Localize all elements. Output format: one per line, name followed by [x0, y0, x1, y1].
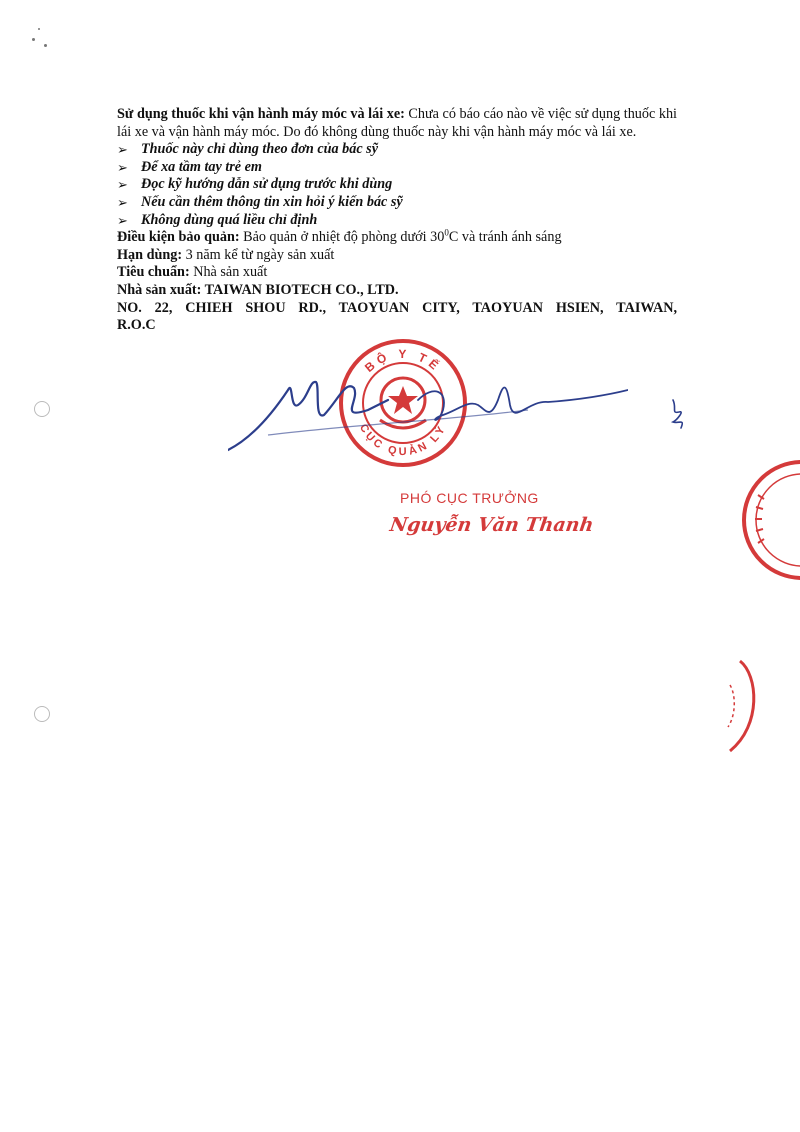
- list-item: [117, 141, 677, 159]
- usage-paragraph: [117, 106, 677, 141]
- list-item-text: Nếu cần thêm thông tin xin hỏi ý kiến bác sỹ: [141, 193, 403, 210]
- storage-text: Bảo quản ở nhiệt độ phòng dưới 30: [239, 229, 445, 246]
- scan-speck: [32, 38, 35, 41]
- list-item-text: Để xa tầm tay trẻ em: [141, 158, 262, 175]
- punch-hole: [34, 706, 50, 722]
- storage-text-end: C và tránh ánh sáng: [448, 229, 562, 246]
- list-item: [117, 176, 677, 194]
- standard-line: [117, 264, 677, 282]
- warnings-list: [117, 141, 677, 229]
- arrow-bullet-icon: ➢: [117, 212, 128, 228]
- scan-speck: [44, 44, 47, 47]
- partial-stamp-icon: [730, 455, 800, 585]
- usage-label: Sử dụng thuốc khi vận hành máy móc và lái xe:: [117, 106, 405, 122]
- arrow-bullet-icon: ➢: [117, 177, 128, 193]
- usage-text: Chưa có báo cáo nào về việc sử dụng thuốc khi lái xe và vận hành máy móc. Do đó không dùng thuốc này khi vận hành máy móc và lái xe.: [117, 106, 677, 140]
- expiry-line: [117, 247, 677, 265]
- manufacturer-name: TAIWAN BIOTECH CO., LTD.: [201, 281, 399, 298]
- degree-superscript: 0: [444, 227, 449, 238]
- scan-speck: [38, 28, 40, 30]
- expiry-text: 3 năm kể từ ngày sản xuất: [182, 246, 335, 263]
- list-item: [117, 212, 677, 230]
- standard-label: Tiêu chuẩn:: [117, 264, 190, 281]
- arrow-bullet-icon: ➢: [117, 159, 128, 175]
- list-item: [117, 159, 677, 177]
- manufacturer-label: Nhà sản xuất:: [117, 281, 202, 298]
- signer-title: PHÓ CỤC TRƯỞNG: [400, 490, 539, 506]
- document-body: [117, 106, 677, 335]
- handwritten-signature-icon: [228, 360, 628, 460]
- list-item-text: Không dùng quá liều chỉ định: [141, 211, 318, 228]
- list-item: [117, 194, 677, 212]
- seal-top-text: BỘ Y TẾ: [362, 346, 444, 375]
- standard-text: Nhà sản xuất: [189, 264, 268, 281]
- storage-line: [117, 229, 677, 247]
- arrow-bullet-icon: ➢: [117, 194, 128, 210]
- partial-stamp-icon: [718, 655, 800, 755]
- initials-mark-icon: [667, 398, 691, 430]
- punch-hole: [34, 401, 50, 417]
- signer-name: Nguyễn Văn Thanh: [388, 514, 595, 536]
- address-line-1: NO. 22, CHIEH SHOU RD., TAOYUAN CITY, TAOYUAN HSIEN, TAIWAN,: [117, 299, 677, 316]
- manufacturer-line: [117, 282, 677, 300]
- list-item-text: Đọc kỹ hướng dẫn sử dụng trước khi dùng: [141, 176, 393, 193]
- arrow-bullet-icon: ➢: [117, 142, 128, 158]
- expiry-label: Hạn dùng:: [117, 246, 183, 263]
- list-item-text: Thuốc này chỉ dùng theo đơn của bác sỹ: [141, 141, 378, 158]
- address-line-2: R.O.C: [117, 317, 156, 334]
- seal-bottom-text: CỤC QUẢN LÝ: [356, 422, 450, 459]
- storage-label: Điều kiện bảo quản:: [117, 229, 240, 246]
